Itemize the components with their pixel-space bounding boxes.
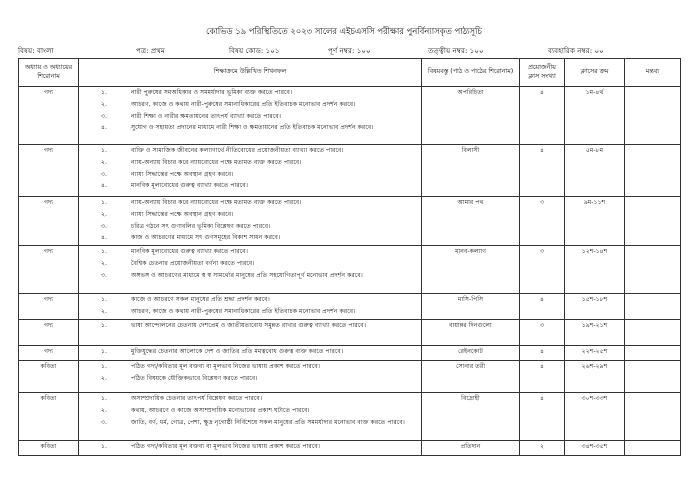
outcome-item <box>83 407 417 415</box>
order-cell: ৩০শ-৩৩শ <box>565 393 625 441</box>
outcome-item <box>83 308 417 316</box>
content-cell: অপরিচিতা <box>422 87 520 145</box>
outcomes-cell <box>79 294 422 320</box>
outcome-text: জাতি, বর্ণ, ধর্ম, গোত্র, পেশা, ক্ষুদ্র নৃগোষ্ঠী নির্বিশেষে সকল মানুষের প্রতি সমমর্যাদার মনোভাব ব্যক্ত করতে পারবে। <box>131 418 405 426</box>
remarks-cell <box>625 441 681 456</box>
classes-cell: ৩ <box>520 320 565 346</box>
content-cell: বিলাসী <box>422 145 520 197</box>
content-cell: বিদ্রোহী <box>422 393 520 441</box>
outcome-item <box>83 348 417 356</box>
order-cell: ১৯শ-২১শ <box>565 320 625 346</box>
outcome-number: ২. <box>101 406 107 414</box>
outcome-number: ৩. <box>101 222 107 230</box>
subject-code-label: বিষয় কোড: ১০১ <box>229 46 280 55</box>
chapter-cell: গদ্য <box>19 294 79 320</box>
outcome-item <box>83 419 417 427</box>
outcome-number: ১. <box>101 395 107 402</box>
outcome-number: ৩. <box>101 112 107 120</box>
outcome-number: ২. <box>101 374 107 382</box>
outcome-item <box>83 363 417 371</box>
content-cell: মাসি-পিসি <box>422 294 520 320</box>
classes-cell: ৩ <box>520 197 565 246</box>
outcome-text: পঠিত গদ্য/কবিতার মূল বক্তব্য বা মূলভাব নিজের ভাষায় প্রকাশ করতে পারবে। <box>131 363 320 370</box>
classes-cell: ৪ <box>520 393 565 441</box>
outcome-text: মুক্তিযুদ্ধের চেতনার আলোকে দেশ ও জাতির প্রতি মমত্ববোধ গুরুত্ব ব্যক্ত করতে পারবে। <box>131 348 344 355</box>
header-order: ক্লাসের ক্রম <box>565 59 625 87</box>
outcome-text: নারী পুরুষের সমঅধিকার ও সমমর্যাদার ভূমিকা ব্যক্ত করতে পারবে। <box>131 89 293 96</box>
remarks-cell <box>625 393 681 441</box>
order-cell: ১ম-৪র্থ <box>565 87 625 145</box>
outcome-number: ৪. <box>101 182 107 190</box>
syllabus-table <box>18 58 681 456</box>
outcomes-cell <box>79 393 422 441</box>
order-cell: ৩৪শ-৩৫শ <box>565 441 625 456</box>
header-outcomes: শিক্ষাক্রমে উল্লিখিত শিখনফল <box>79 59 422 87</box>
subject-label: বিষয়: বাংলা <box>18 46 54 55</box>
chapter-cell: কবিতা <box>19 441 79 456</box>
order-cell: ২৬শ-২৯শ <box>565 361 625 393</box>
outcomes-cell <box>79 197 422 246</box>
chapter-cell: গদ্য <box>19 87 79 145</box>
table-row <box>19 441 681 456</box>
content-cell: বায়ান্নর দিনগুলো <box>422 320 520 346</box>
classes-cell: ৪ <box>520 145 565 197</box>
outcome-item <box>83 113 417 121</box>
outcome-item <box>83 322 417 330</box>
outcomes-cell <box>79 87 422 145</box>
chapter-cell: কবিতা <box>19 393 79 441</box>
subject-meta-line <box>18 46 680 58</box>
document-title: কোভিড ১৯ পরিস্থিতিতে ২০২৩ সালের এইচএসসি পরীক্ষার পুনর্বিন্যাসকৃত পাঠ্যসূচি <box>206 26 482 36</box>
header-classes: প্রয়োজনীয় ক্লাস সংখ্যা <box>520 59 565 87</box>
classes-cell: ৩ <box>520 246 565 294</box>
practical-marks-label: ব্যবহারিক নম্বর: ০০ <box>548 46 604 55</box>
outcome-item <box>83 171 417 179</box>
outcome-item <box>83 443 417 451</box>
outcome-item <box>83 124 417 132</box>
outcome-number: ৩. <box>101 271 107 279</box>
table-row <box>19 145 681 197</box>
outcome-text: অসাম্প্রদায়িক চেতনার তাৎপর্য বিশ্লেষণ করতে পারবে। <box>131 395 263 402</box>
remarks-cell <box>625 294 681 320</box>
outcome-number: ৪. <box>101 234 107 242</box>
outcome-text: ভাষা আন্দোলনের চেতনায় দেশপ্রেম ও জাতীয়তাবোধ সমুন্নত রাখার গুরুত্ব ব্যাখ্যা করতে পারবে। <box>131 322 366 329</box>
outcomes-cell <box>79 145 422 197</box>
content-cell: সোনার তরী <box>422 361 520 393</box>
classes-cell: ৪ <box>520 346 565 361</box>
outcome-item <box>83 147 417 155</box>
outcome-number: ১. <box>101 348 107 355</box>
outcome-text: ন্যায়-অন্যায় বিচার করে ন্যায়বোধের পক্ষে মতামত ব্যক্ত করতে পারবে। <box>131 199 302 206</box>
chapter-cell: কবিতা <box>19 361 79 393</box>
outcome-item <box>83 223 417 231</box>
chapter-cell: গদ্য <box>19 346 79 361</box>
table-row <box>19 294 681 320</box>
outcome-number: ১. <box>101 322 107 329</box>
table-row <box>19 246 681 294</box>
outcome-number: ১. <box>101 147 107 154</box>
remarks-cell <box>625 361 681 393</box>
remarks-cell <box>625 246 681 294</box>
outcome-item <box>83 248 417 256</box>
order-cell: ১৫শ-১৮শ <box>565 294 625 320</box>
outcome-text: ন্যায্য সিদ্ধান্তের পক্ষে অবস্থান গ্রহণ করবে। <box>131 210 234 218</box>
outcome-text: কাজ ও আচরণের মাধ্যমে সৎ গুণসমূহের বিকাশ সাধন করবে। <box>131 234 281 242</box>
outcome-number: ১. <box>101 89 107 96</box>
outcomes-cell <box>79 246 422 294</box>
outcome-item <box>83 375 417 383</box>
outcome-text: ব্যক্তি ও সামাজিক জীবনের কল্যাণার্থে নীতিবোধের প্রয়োজনীয়তা ব্যাখ্যা করতে পারবে। <box>131 147 344 154</box>
outcome-text: বৈশ্বিক চেতনার প্রয়োজনীয়তা বর্ণনা করতে পারবে। <box>131 259 255 267</box>
remarks-cell <box>625 346 681 361</box>
outcomes-cell <box>79 320 422 346</box>
order-cell: ১২শ-১৪শ <box>565 246 625 294</box>
chapter-cell: গদ্য <box>19 246 79 294</box>
content-cell: আমার পথ <box>422 197 520 246</box>
header-remarks: মন্তব্য <box>625 59 681 87</box>
outcome-text: আচরণ, কাজে ও কথায় নারী-পুরুষের সমানাধিকারের প্রতি ইতিবাচক মনোভাব প্রদর্শন করবে। <box>131 307 356 315</box>
classes-cell: ৪ <box>520 87 565 145</box>
outcome-text: অঙ্গভঙ্গ ও আচরণের মাধ্যমে স্ব স্ব সামর্থ্যের মানুষের প্রতি সহযোগিতাপূর্ণ মনোভাব প্রদর্শন করবে। <box>131 271 363 279</box>
table-row <box>19 87 681 145</box>
outcome-number: ৪. <box>101 124 107 132</box>
outcome-item <box>83 159 417 167</box>
content-cell: মানব-কল্যাণ <box>422 246 520 294</box>
outcome-number: ৩. <box>101 418 107 426</box>
outcome-number: ১. <box>101 199 107 206</box>
theory-marks-label: তত্ত্বীয় নম্বর: ১০০ <box>428 46 484 55</box>
outcome-number: ১. <box>101 363 107 370</box>
outcome-item <box>83 211 417 219</box>
outcome-text: সুযোগ ও সহায়তা প্রদানের মাধ্যমে নারী শিক্ষা ও ক্ষমতায়নের প্রতি ইতিবাচক মনোভাব প্রদর্শন করবে। <box>131 124 374 132</box>
outcome-item <box>83 296 417 304</box>
outcome-text: কাজে ও আচরণে সকল মানুষের প্রতি শ্রদ্ধা প্রদর্শন করবে। <box>131 296 270 303</box>
outcomes-cell <box>79 346 422 361</box>
outcome-text: ন্যায্য সিদ্ধান্তের পক্ষে অবস্থান গ্রহণ করবে। <box>131 170 234 178</box>
order-cell: ৫ম-৮ম <box>565 145 625 197</box>
outcome-text: আচরণ, কাজে ও কথায় নারী-পুরুষের সমানাধিকারের প্রতি ইতিবাচক মনোভাব প্রদর্শন করবে। <box>131 100 356 108</box>
header-content: বিষয়বস্তু (পাঠ ও পাঠের শিরোনাম) <box>422 59 520 87</box>
order-cell: ৯ম-১১শ <box>565 197 625 246</box>
outcome-number: ১. <box>101 248 107 255</box>
remarks-cell <box>625 145 681 197</box>
outcome-text: ন্যায়-অন্যায় বিচার করে ন্যায়বোধের পক্ষে মতামত ব্যক্ত করতে পারবে। <box>131 158 302 166</box>
table-row <box>19 393 681 441</box>
table-row <box>19 346 681 361</box>
outcome-text: মানবিক মূল্যবোধের গুরুত্ব ব্যাখ্যা করতে পারবে। <box>131 248 248 255</box>
header-chapter: অধ্যায় ও অধ্যায়ের শিরোনাম <box>19 59 79 87</box>
outcome-text: কথায়, আচরণে ও কাজে অসাম্প্রদায়িক মনোভাবের প্রকাশ ঘটাতে পারবে। <box>131 406 310 414</box>
outcome-item <box>83 182 417 190</box>
outcome-number: ২. <box>101 210 107 218</box>
outcome-text: মানবিক মূল্যবোধের গুরুত্ব ব্যাখ্যা করতে পারবে। <box>131 182 248 190</box>
content-cell: প্রতিদান <box>422 441 520 456</box>
outcome-item <box>83 272 417 280</box>
outcome-text: পঠিত বিষয়কে যৌক্তিকভাবে বিশ্লেষণ করতে পারবে। <box>131 374 258 382</box>
table-header-row <box>19 59 681 87</box>
table-row <box>19 197 681 246</box>
full-marks-label: পূর্ণ নম্বর: ১০০ <box>328 46 371 55</box>
outcome-item <box>83 234 417 242</box>
outcomes-cell <box>79 441 422 456</box>
outcome-number: ২. <box>101 100 107 108</box>
outcome-number: ১. <box>101 296 107 303</box>
outcome-number: ২. <box>101 307 107 315</box>
outcome-number: ২. <box>101 158 107 166</box>
outcomes-cell <box>79 361 422 393</box>
classes-cell: ২ <box>520 441 565 456</box>
outcome-number: ১. <box>101 443 107 450</box>
outcome-text: চরিত্র গঠনে সৎ গুণাবলির ভূমিকা বিশ্লেষণ করতে পারবে। <box>131 222 271 230</box>
remarks-cell <box>625 320 681 346</box>
outcome-text: পঠিত গদ্য/কবিতার মূল বক্তব্য বা মূলভাব নিজের ভাষায় প্রকাশ করতে পারবে। <box>131 443 320 450</box>
table-row <box>19 361 681 393</box>
paper-label: পত্র: প্রথম <box>136 46 165 55</box>
outcome-item <box>83 101 417 109</box>
outcome-item <box>83 395 417 403</box>
remarks-cell <box>625 87 681 145</box>
chapter-cell: গদ্য <box>19 197 79 246</box>
classes-cell: ৪ <box>520 294 565 320</box>
chapter-cell: গদ্য <box>19 320 79 346</box>
outcome-item <box>83 199 417 207</box>
outcome-item <box>83 260 417 268</box>
classes-cell: ৪ <box>520 361 565 393</box>
chapter-cell: গদ্য <box>19 145 79 197</box>
outcome-text: নারী শিক্ষা ও নারীর ক্ষমতায়নের তাৎপর্য ব্যাখ্যা করতে পারবে। <box>131 112 281 120</box>
content-cell: রেইনকোট <box>422 346 520 361</box>
outcome-item <box>83 89 417 97</box>
order-cell: ২২শ-২৫শ <box>565 346 625 361</box>
outcome-number: ২. <box>101 259 107 267</box>
remarks-cell <box>625 197 681 246</box>
outcome-number: ৩. <box>101 170 107 178</box>
table-row <box>19 320 681 346</box>
